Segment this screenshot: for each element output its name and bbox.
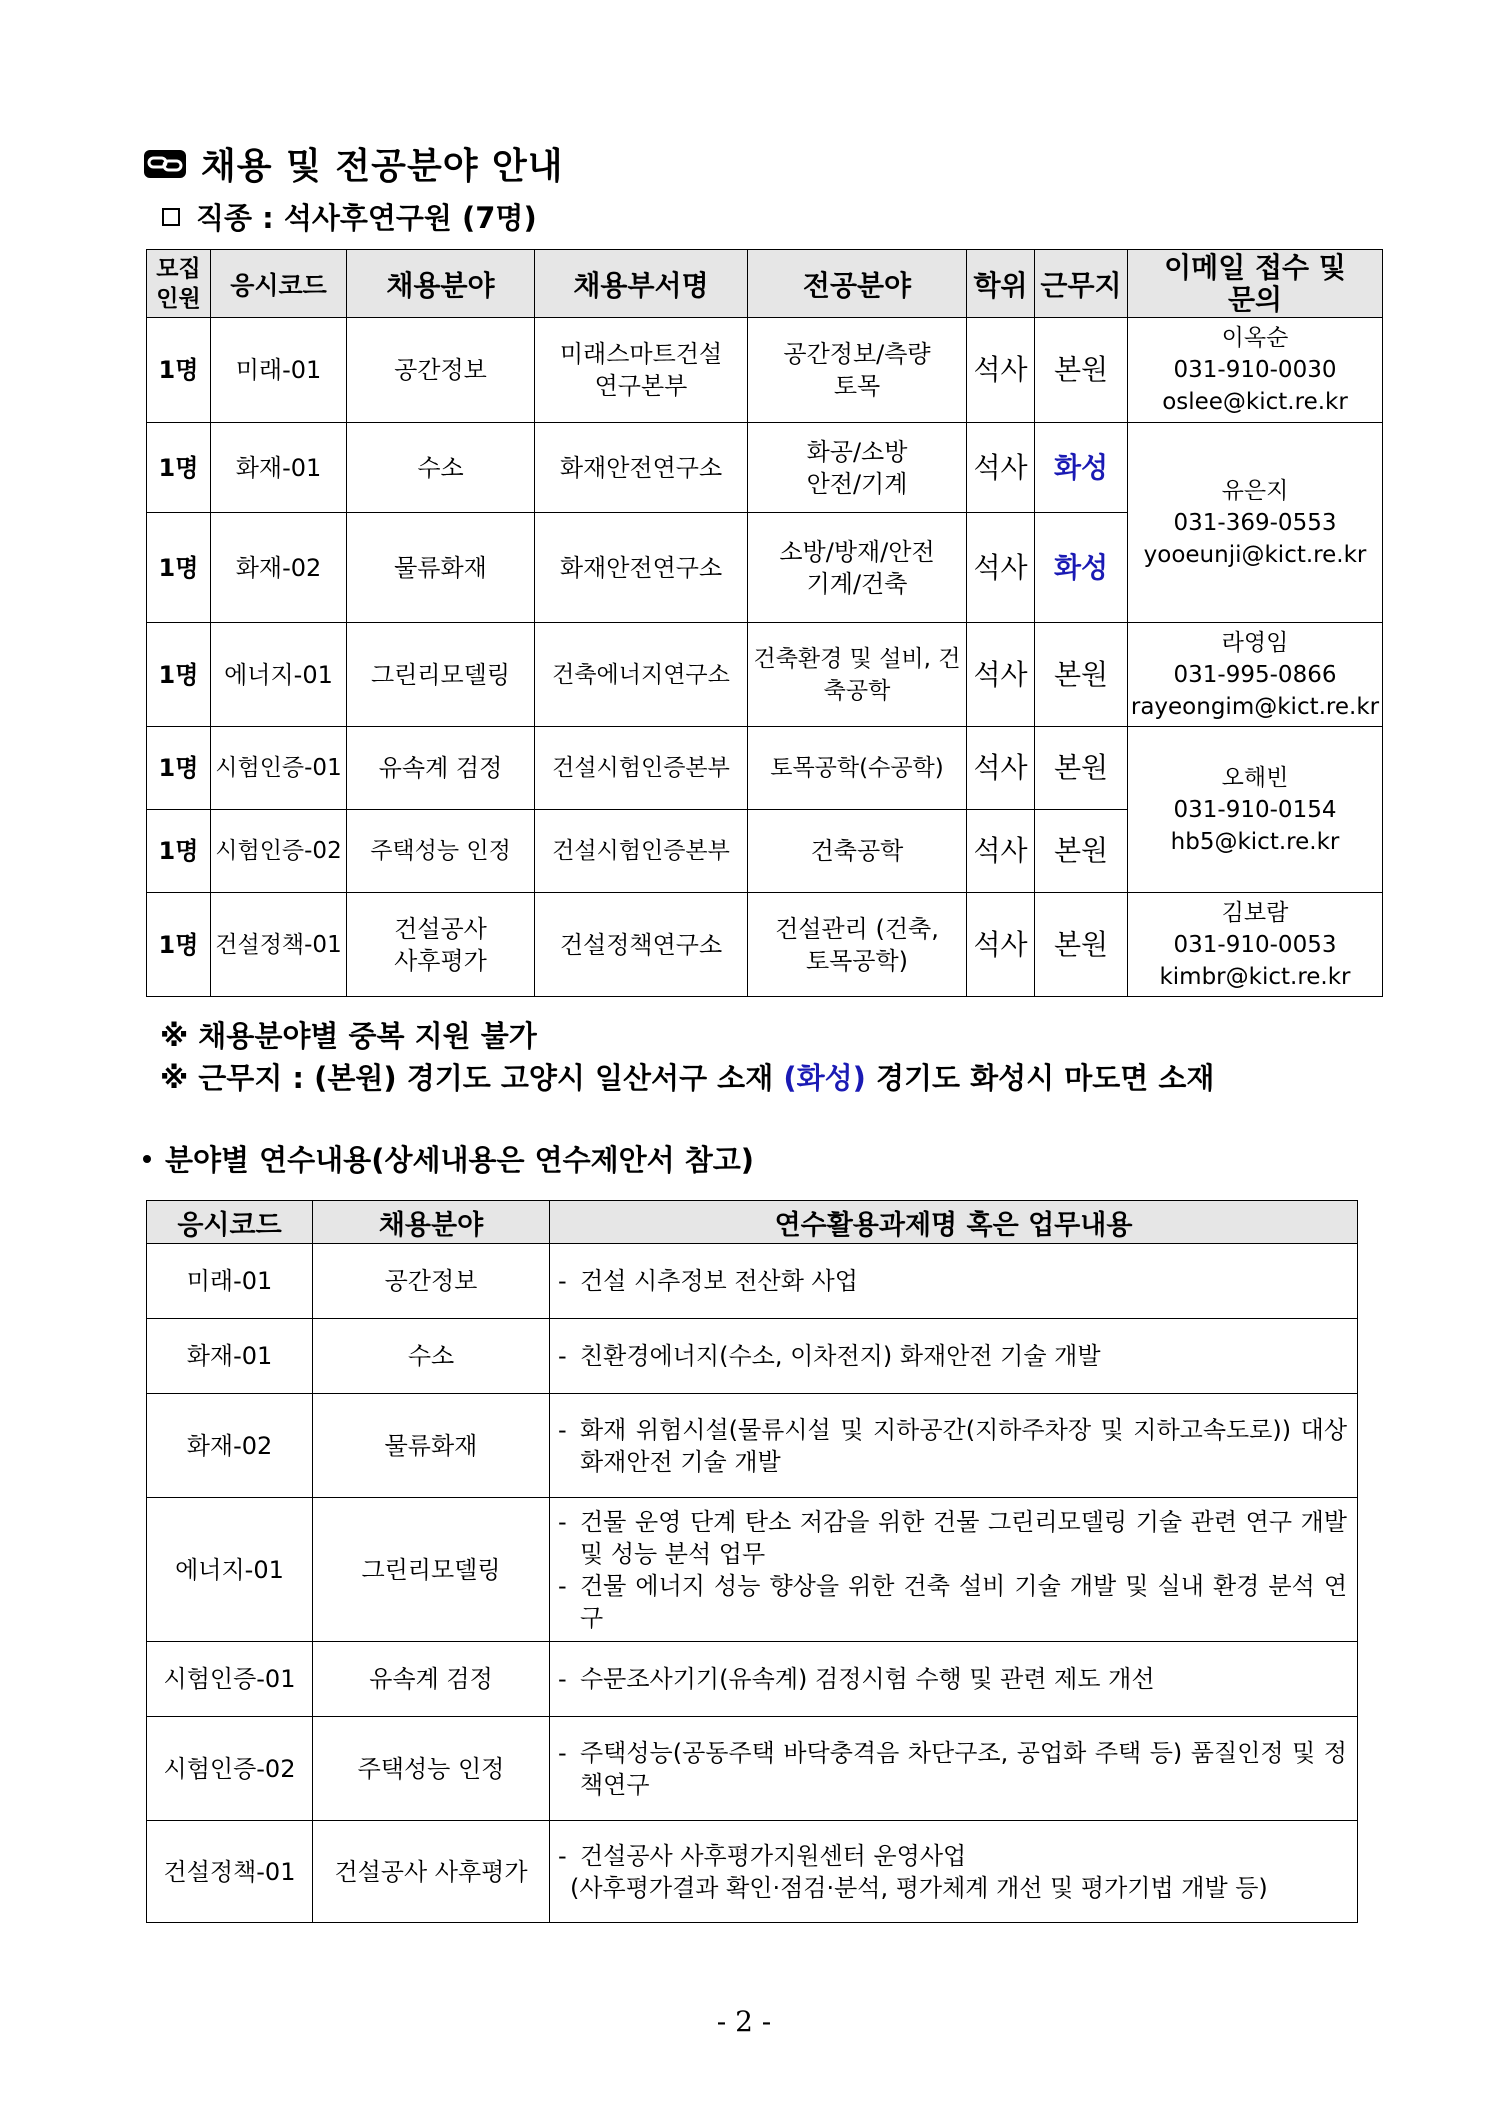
cell-code: 화재-01 [211, 423, 347, 513]
header-code: 응시코드 [147, 1201, 313, 1244]
cell-count: 1명 [147, 810, 211, 893]
cell-degree: 석사 [967, 810, 1035, 893]
table-row [147, 1319, 1358, 1394]
table-row [147, 318, 1383, 423]
cell-code: 화재-02 [147, 1394, 313, 1498]
cell-code: 건설정책-01 [147, 1821, 313, 1923]
cell-field: 물류화재 [347, 513, 535, 623]
list-item: - 건설공사 사후평가지원센터 운영사업 [558, 1840, 1347, 1872]
list-item-text: 건물 에너지 성능 향상을 위한 건축 설비 기술 개발 및 실내 환경 분석 연구 [580, 1571, 1347, 1632]
table-row [147, 1821, 1358, 1923]
contact-email[interactable]: rayeongim@kict.re.kr [1130, 693, 1380, 720]
cell-content [550, 1642, 1358, 1717]
cell-code: 시험인증-02 [147, 1717, 313, 1821]
header-dept: 채용부서명 [535, 250, 748, 318]
section-heading [143, 138, 564, 189]
cell-code: 화재-01 [147, 1319, 313, 1394]
cell-field: 그린리모델링 [347, 623, 535, 727]
cell-field: 유속계 검정 [313, 1642, 550, 1717]
note-location-highlight: (화성) [783, 1061, 866, 1095]
cell-code: 미래-01 [147, 1244, 313, 1319]
contact-phone: 031-995-0866 [1173, 661, 1337, 688]
cell-major: 건설관리 (건축, 토목공학) [748, 893, 967, 997]
cell-field: 수소 [313, 1319, 550, 1394]
cell-field: 건설공사 사후평가 [347, 893, 535, 997]
table-row [147, 1717, 1358, 1821]
cell-count: 1명 [147, 893, 211, 997]
list-item: - 건설 시추정보 전산화 사업 [558, 1265, 1347, 1297]
contact-email[interactable]: yooeunji@kict.re.kr [1143, 541, 1367, 568]
contact-name: 이옥순 [1221, 325, 1289, 351]
cell-major: 화공/소방 안전/기계 [748, 423, 967, 513]
note-location-prefix: ※ 근무지 : (본원) 경기도 고양시 일산서구 소재 [160, 1061, 784, 1095]
contact-phone: 031-910-0030 [1173, 357, 1337, 383]
cell-degree: 석사 [967, 513, 1035, 623]
header-field: 채용분야 [313, 1201, 550, 1244]
cell-code: 화재-02 [211, 513, 347, 623]
list-item: - 건물 운영 단계 탄소 저감을 위한 건물 그린리모델링 기술 관련 연구 개발 및 성능 분석 업무 [558, 1507, 1347, 1568]
note-location [160, 1057, 1214, 1099]
cell-content [550, 1498, 1358, 1642]
heading-text: 채용 및 전공분야 안내 [201, 146, 564, 187]
list-item-detail: (사후평가결과 확인·점검·분석, 평가체계 개선 및 평가기법 개발 등) [570, 1873, 1268, 1902]
cell-code: 시험인증-02 [211, 810, 347, 893]
cell-field: 공간정보 [313, 1244, 550, 1319]
bullet-icon [143, 1155, 151, 1163]
header-field: 채용분야 [347, 250, 535, 318]
header-content: 연수활용과제명 혹은 업무내용 [550, 1201, 1358, 1244]
cell-content [550, 1394, 1358, 1498]
cell-field: 유속계 검정 [347, 727, 535, 810]
cell-code: 에너지-01 [211, 623, 347, 727]
cell-location: 본원 [1035, 893, 1128, 997]
cell-dept: 건축에너지연구소 [535, 623, 748, 727]
cell-code: 시험인증-01 [211, 727, 347, 810]
contact-phone: 031-369-0553 [1173, 509, 1337, 536]
cell-location: 본원 [1035, 318, 1128, 423]
list-item-text: 주택성능(공동주택 바닥충격음 차단구조, 공업화 주택 등) 품질인정 및 정책연구 [580, 1738, 1347, 1799]
cell-degree: 석사 [967, 893, 1035, 997]
table-row [147, 1498, 1358, 1642]
cell-code: 건설정책-01 [211, 893, 347, 997]
list-item-text: 건설 시추정보 전산화 사업 [580, 1267, 858, 1295]
cell-dept: 화재안전연구소 [535, 513, 748, 623]
cell-dept: 건설정책연구소 [535, 893, 748, 997]
cell-count: 1명 [147, 318, 211, 423]
cell-field: 그린리모델링 [313, 1498, 550, 1642]
training-table [146, 1200, 1358, 1923]
list-item-text: 수문조사기기(유속계) 검정시험 수행 및 관련 제도 개선 [580, 1665, 1155, 1693]
contact-name: 오해빈 [1221, 764, 1289, 791]
header-degree: 학위 [967, 250, 1035, 318]
note-duplicate: ※ 채용분야별 중복 지원 불가 [160, 1019, 537, 1053]
cell-degree: 석사 [967, 623, 1035, 727]
table-row [147, 1642, 1358, 1717]
cell-field: 주택성능 인정 [347, 810, 535, 893]
cell-content [550, 1244, 1358, 1319]
section2-title: 분야별 연수내용(상세내용은 연수제안서 참고) [165, 1143, 755, 1177]
table-row [147, 423, 1383, 513]
cell-location: 본원 [1035, 623, 1128, 727]
cell-code: 에너지-01 [147, 1498, 313, 1642]
link-icon [143, 149, 187, 179]
cell-major: 소방/방재/안전 기계/건축 [748, 513, 967, 623]
cell-location: 본원 [1035, 727, 1128, 810]
cell-location: 화성 [1035, 513, 1128, 623]
note-location-suffix: 경기도 화성시 마도면 소재 [865, 1061, 1215, 1095]
cell-field: 물류화재 [313, 1394, 550, 1498]
table-row [147, 1394, 1358, 1498]
list-item: - 건물 에너지 성능 향상을 위한 건축 설비 기술 개발 및 실내 환경 분석 연구 [558, 1571, 1347, 1632]
cell-content [550, 1319, 1358, 1394]
cell-location: 화성 [1035, 423, 1128, 513]
list-item: - 수문조사기기(유속계) 검정시험 수행 및 관련 제도 개선 [558, 1663, 1347, 1695]
list-item: - 주택성능(공동주택 바닥충격음 차단구조, 공업화 주택 등) 품질인정 및 정책연구 [558, 1738, 1347, 1799]
list-item-text: 친환경에너지(수소, 이차전지) 화재안전 기술 개발 [580, 1342, 1101, 1370]
section2-heading [143, 1138, 754, 1179]
cell-major: 건축공학 [748, 810, 967, 893]
cell-contact [1128, 893, 1383, 997]
contact-phone: 031-910-0053 [1173, 931, 1337, 958]
cell-count: 1명 [147, 727, 211, 810]
list-item: - 친환경에너지(수소, 이차전지) 화재안전 기술 개발 [558, 1340, 1347, 1372]
cell-dept: 건설시험인증본부 [535, 727, 748, 810]
header-count: 모집인원 [147, 250, 211, 318]
contact-email[interactable]: hb5@kict.re.kr [1170, 828, 1340, 855]
cell-major: 건축환경 및 설비, 건축공학 [748, 623, 967, 727]
table-row [147, 893, 1383, 997]
cell-count: 1명 [147, 513, 211, 623]
table-header-row [147, 1201, 1358, 1244]
contact-email[interactable]: kimbr@kict.re.kr [1159, 963, 1351, 990]
cell-major: 토목공학(수공학) [748, 727, 967, 810]
cell-count: 1명 [147, 623, 211, 727]
notes [160, 1015, 1214, 1099]
table-row [147, 727, 1383, 810]
cell-field: 공간정보 [347, 318, 535, 423]
cell-contact [1128, 423, 1383, 623]
cell-field: 수소 [347, 423, 535, 513]
header-location: 근무지 [1035, 250, 1128, 318]
list-item: - 화재 위험시설(물류시설 및 지하공간(지하주차장 및 지하고속도로)) 대상 화재안전 기술 개발 [558, 1415, 1347, 1476]
cell-code: 시험인증-01 [147, 1642, 313, 1717]
cell-field: 건설공사 사후평가 [313, 1821, 550, 1923]
header-contact: 이메일 접수 및 문의 [1128, 250, 1383, 318]
subheading [162, 196, 537, 237]
cell-location: 본원 [1035, 810, 1128, 893]
contact-name: 유은지 [1221, 477, 1289, 504]
header-major: 전공분야 [748, 250, 967, 318]
cell-degree: 석사 [967, 423, 1035, 513]
cell-major: 공간정보/측량 토목 [748, 318, 967, 423]
recruitment-table [146, 249, 1383, 997]
cell-code: 미래-01 [211, 318, 347, 423]
contact-phone: 031-910-0154 [1173, 796, 1337, 823]
list-item-text: 화재 위험시설(물류시설 및 지하공간(지하주차장 및 지하고속도로)) 대상 화재안전 기술 개발 [580, 1415, 1347, 1476]
cell-degree: 석사 [967, 727, 1035, 810]
cell-field: 주택성능 인정 [313, 1717, 550, 1821]
cell-contact [1128, 623, 1383, 727]
table-row [147, 1244, 1358, 1319]
cell-content [550, 1717, 1358, 1821]
cell-dept: 건설시험인증본부 [535, 810, 748, 893]
list-item-text: 건설공사 사후평가지원센터 운영사업 [580, 1841, 967, 1870]
page-number: - 2 - [716, 2005, 772, 2038]
cell-degree: 석사 [967, 318, 1035, 423]
cell-content [550, 1821, 1358, 1923]
cell-dept: 화재안전연구소 [535, 423, 748, 513]
cell-contact [1128, 318, 1383, 423]
subheading-text: 직종 : 석사후연구원 (7명) [196, 201, 537, 235]
table-header-row [147, 250, 1383, 318]
header-code: 응시코드 [211, 250, 347, 318]
checkbox-square-icon [162, 208, 180, 226]
contact-name: 김보람 [1221, 899, 1289, 926]
table-row [147, 623, 1383, 727]
cell-count: 1명 [147, 423, 211, 513]
list-item-text: 건물 운영 단계 탄소 저감을 위한 건물 그린리모델링 기술 관련 연구 개발 및 성능 분석 업무 [580, 1507, 1347, 1568]
contact-email[interactable]: oslee@kict.re.kr [1162, 389, 1348, 415]
cell-contact [1128, 727, 1383, 893]
cell-dept: 미래스마트건설 연구본부 [535, 318, 748, 423]
contact-name: 라영임 [1221, 629, 1289, 656]
